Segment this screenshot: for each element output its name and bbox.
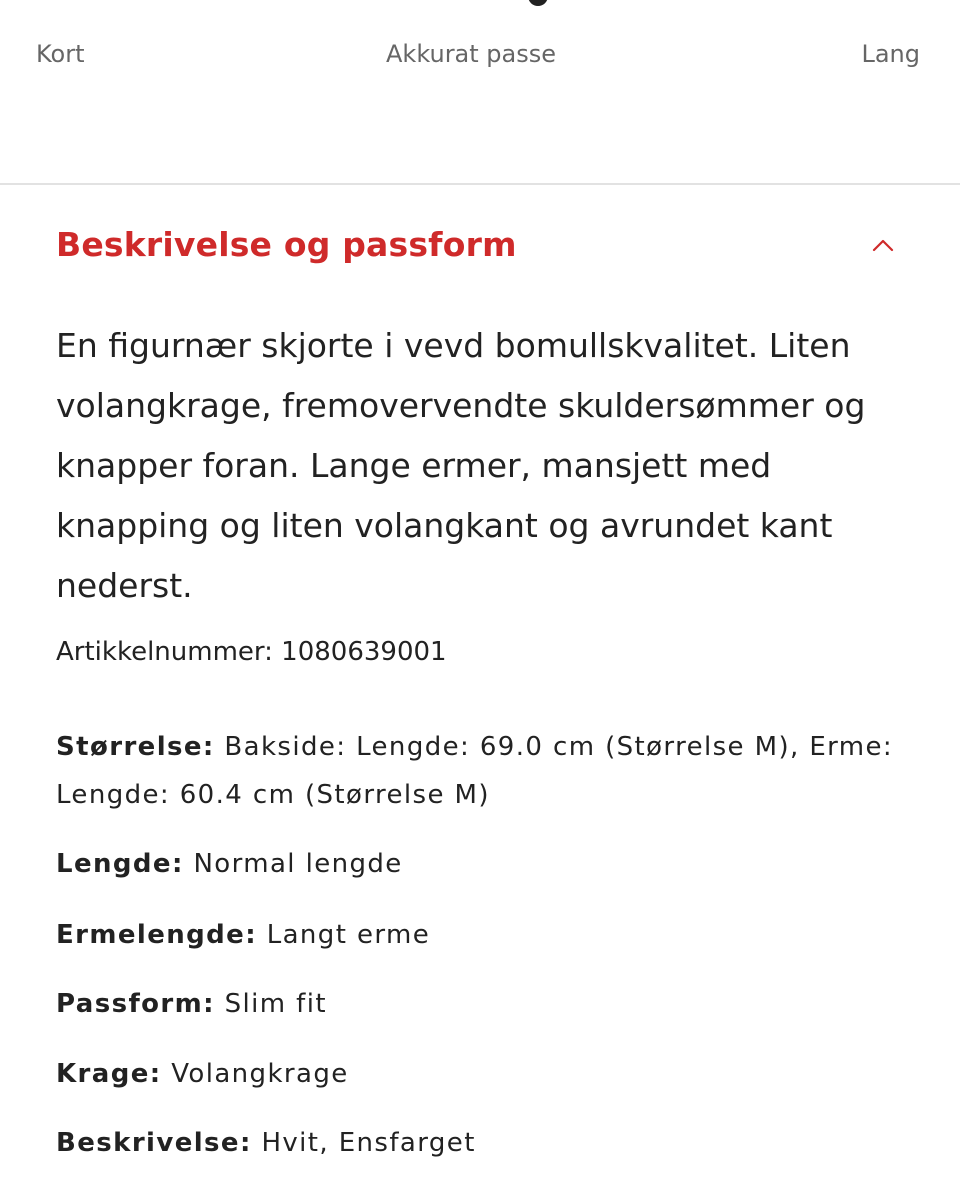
fit-scale-indicator [528, 0, 548, 6]
section-title: Beskrivelse og passform [56, 225, 517, 264]
attribute-key: Lengde: [56, 849, 184, 879]
attribute-key: Størrelse: [56, 732, 215, 762]
attribute-row-collar [56, 1050, 916, 1098]
attribute-row-description [56, 1119, 916, 1167]
attribute-value: Bakside: Lengde: 69.0 cm (Størrelse M), Erme: Lengde: 60.4 cm (Størrelse M) [56, 732, 894, 810]
attribute-row-length [56, 840, 916, 888]
attribute-row-sleeve-length [56, 911, 916, 959]
description-fit-toggle[interactable] [56, 185, 916, 305]
fit-scale-label-right: Akkurat passe [386, 40, 557, 68]
attribute-value: Volangkrage [171, 1059, 349, 1089]
article-number: Artikkelnummer: 1080639001 [56, 637, 447, 667]
fit-scale-label-long: Lang [861, 40, 920, 68]
attribute-value: Normal lengde [193, 849, 403, 879]
attribute-value: Hvit, Ensfarget [261, 1128, 476, 1158]
attribute-key: Ermelengde: [56, 920, 258, 950]
chevron-up-icon[interactable] [872, 235, 894, 257]
fit-scale-label-short: Kort [36, 40, 85, 68]
attribute-row-fit [56, 980, 916, 1028]
product-description: En figurnær skjorte i vevd bomullskvalitet. Liten volangkrage, fremovervendte skuldersømmer og knapper foran. Lange ermer, mansjett med knapping og liten volangkant og avrundet kant nederst. [56, 326, 866, 605]
fit-scale [0, 0, 960, 190]
attribute-value: Langt erme [266, 920, 431, 950]
description-fit-section [56, 185, 916, 1158]
attribute-key: Krage: [56, 1059, 162, 1089]
attribute-row-size [56, 723, 916, 819]
attribute-key: Passform: [56, 989, 215, 1019]
attribute-value: Slim fit [224, 989, 327, 1019]
attribute-key: Beskrivelse: [56, 1128, 252, 1158]
